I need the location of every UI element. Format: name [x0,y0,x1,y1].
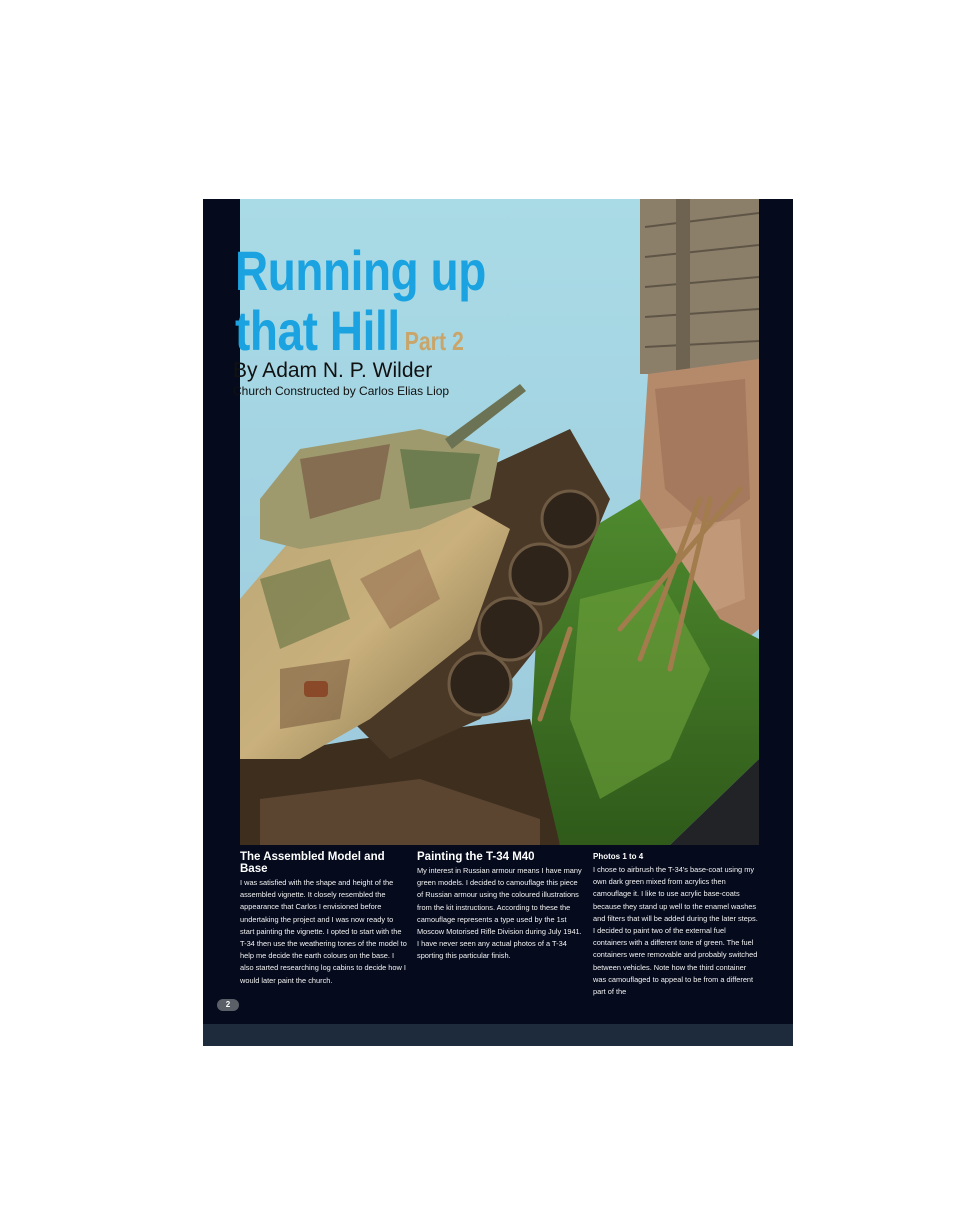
credit-line: Church Constructed by Carlos Elias Liop [233,384,450,398]
magazine-page [203,199,793,1046]
column-2 [417,851,584,963]
column-3-body-1: I chose to airbrush the T-34's base-coat using my own dark green mixed from acrylics then camouflage it. I like to use acrylic base-coats because they stand up well to the enamel washes and filters that will be added during the later steps. [593,865,758,923]
page-number-badge: 2 [217,999,239,1011]
column-1 [240,851,407,987]
column-3-heading: Photos 1 to 4 [593,852,644,861]
author-byline: By Adam N. P. Wilder [233,359,433,382]
column-3 [593,851,760,998]
column-3-body-2: I decided to paint two of the external fuel containers with a different tone of green. The fuel containers were removable and probably switched between vehicles. Note how the third container was camouflaged to appeal to be from a different part of the [593,926,758,997]
column-1-heading: The Assembled Model and Base [240,851,385,875]
column-2-body: My interest in Russian armour means I have many green models. I decided to camouflage this piece of Russian armour using the coloured illustrations from the kit instructions. According to these the camouflage represents a type used by the 1st Moscow Motorised Rifle Division during July 1941. I have never seen any actual photos of a T-34 sporting this particular finish. [417,866,582,961]
title-line-1: Running up [235,239,486,302]
column-2-heading: Painting the T-34 M40 [417,851,535,863]
article-title [235,241,486,371]
column-1-body: I was satisfied with the shape and height of the assembled vignette. It closely resembled the appearance that Carlos I envisioned before undertaking the project and I was now ready to start painting the vignette. I opted to start with the T-34 then use the weathering tones of the model to help me decide the earth colours on the base. I also started researching log cabins to decide how I would later paint the church. [240,878,407,985]
title-line-2: that Hill [235,299,400,362]
footer-band [203,1024,793,1046]
title-part: Part 2 [404,326,464,356]
